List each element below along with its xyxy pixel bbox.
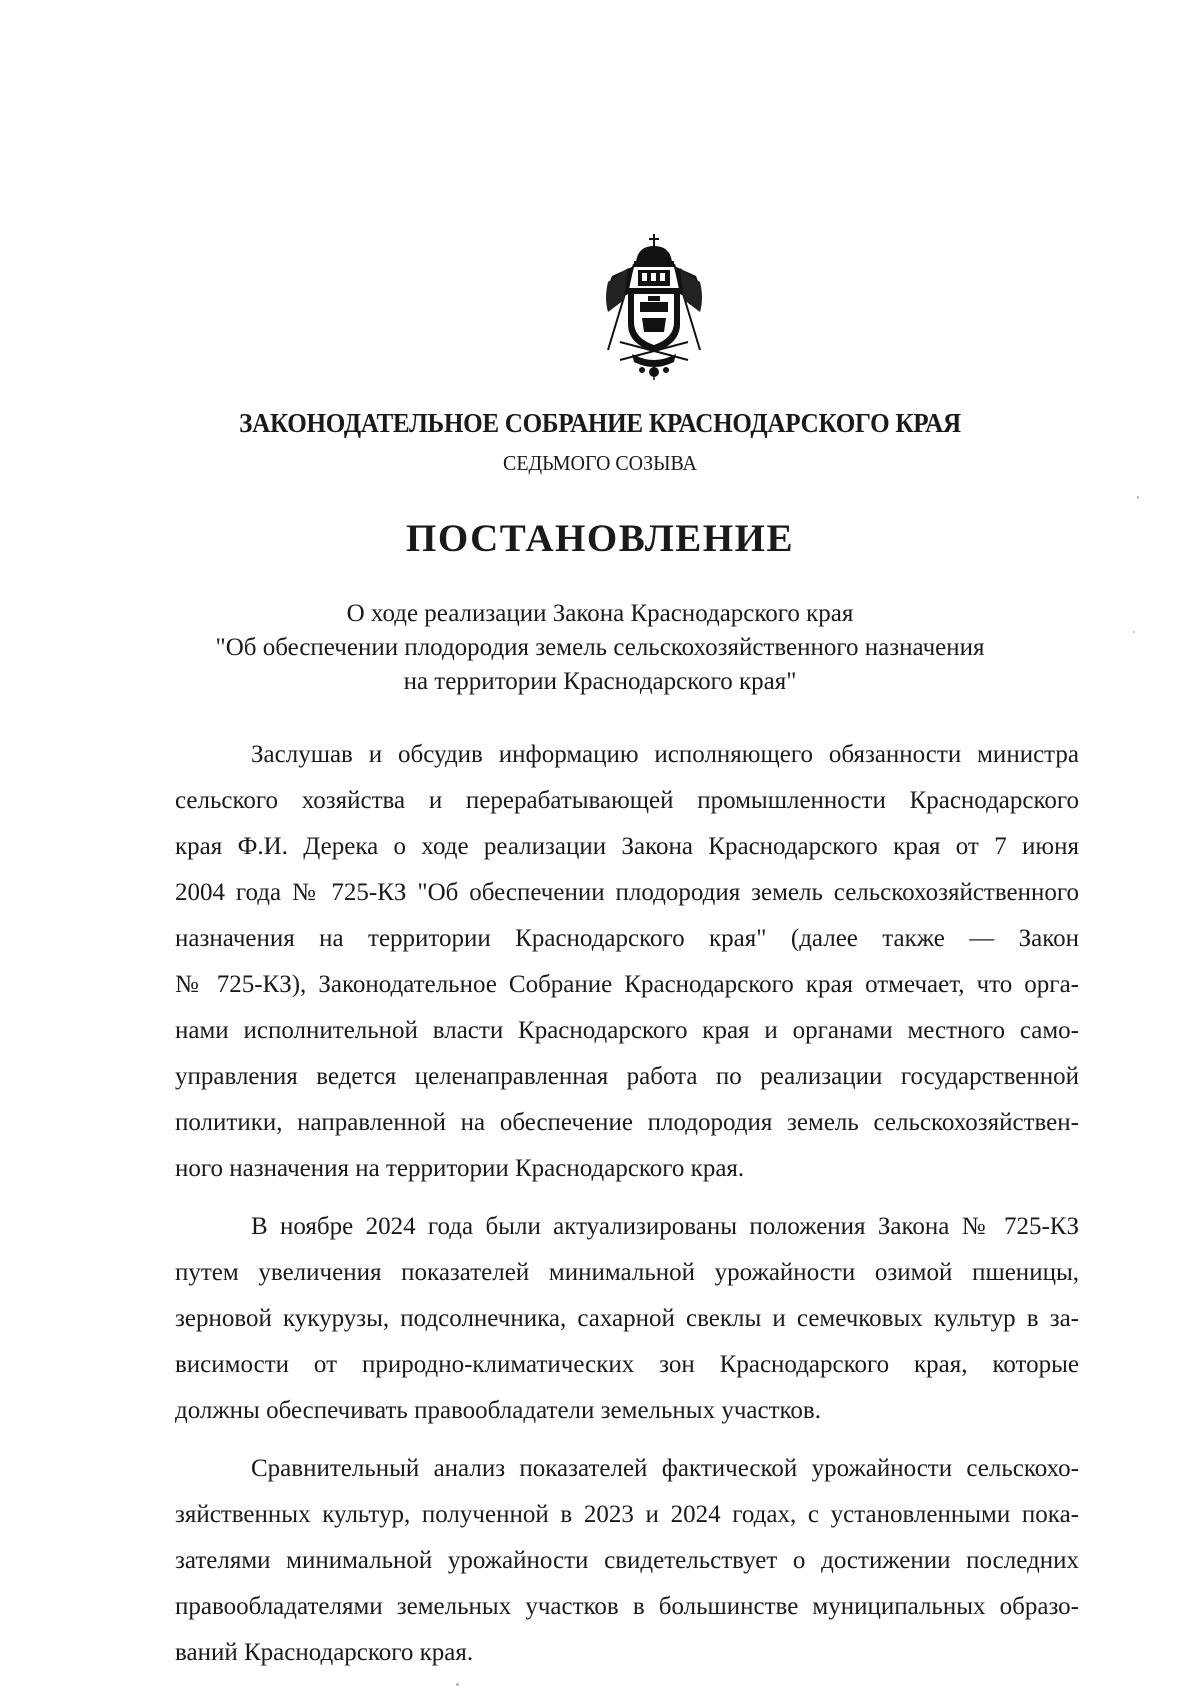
coat-of-arms-icon <box>598 232 710 382</box>
paragraph-line: назначения на территории Краснодарского края" (далее также — Закон <box>175 925 1079 952</box>
paragraph <box>175 1204 1079 1434</box>
paragraph-line: края Ф.И. Дерека о ходе реализации Закона Краснодарского края от 7 июня <box>175 833 1079 860</box>
document-type: ПОСТАНОВЛЕНИЕ <box>405 517 794 560</box>
paragraph-line: нами исполнительной власти Краснодарского края и органами местного само- <box>175 1017 1079 1044</box>
paragraph-line: зерновой кукурузы, подсолнечника, сахарной свеклы и семечковых культур в за- <box>175 1305 1079 1332</box>
coat-of-arms-emblem <box>598 232 710 382</box>
paragraph-line: ного назначения на территории Краснодарского края. <box>175 1155 745 1182</box>
scan-speck <box>1133 631 1135 633</box>
convocation: СЕДЬМОГО СОЗЫВА <box>503 451 697 475</box>
paragraph-line: зателями минимальной урожайности свидетельствует о достижении последних <box>175 1547 1079 1574</box>
paragraph-line: 2004 года № 725-КЗ "Об обеспечении плодородия земель сельскохозяйственного <box>175 879 1079 906</box>
title-line: О ходе реализации Закона Краснодарского края <box>346 600 854 627</box>
title-line: на территории Краснодарского края" <box>403 668 797 695</box>
document-title <box>150 597 1050 699</box>
paragraph <box>175 732 1079 1192</box>
paragraph-line: ваний Краснодарского края. <box>175 1639 474 1666</box>
paragraph-line: должны обеспечивать правообладатели земельных участков. <box>175 1397 821 1424</box>
scan-speck <box>456 1683 459 1686</box>
title-line: "Об обеспечении плодородия земель сельскохозяйственного назначения <box>215 634 985 661</box>
paragraph-line: В ноябре 2024 года были актуализированы положения Закона № 725-КЗ <box>251 1213 1079 1240</box>
paragraph-line: управления ведется целенаправленная работа по реализации государственной <box>175 1063 1079 1090</box>
paragraph-line: политики, направленной на обеспечение плодородия земель сельскохозяйствен- <box>175 1109 1079 1136</box>
paragraph-line: правообладателями земельных участков в большинстве муниципальных образо- <box>175 1593 1079 1620</box>
paragraph-line: висимости от природно-климатических зон Краснодарского края, которые <box>175 1351 1079 1378</box>
organization-name: ЗАКОНОДАТЕЛЬНОЕ СОБРАНИЕ КРАСНОДАРСКОГО КРАЯ <box>239 408 961 438</box>
paragraph-line: № 725-КЗ), Законодательное Собрание Краснодарского края отмечает, что орга- <box>175 971 1079 998</box>
document-body <box>175 732 1079 1688</box>
scan-speck <box>1137 496 1139 499</box>
paragraph-line: путем увеличения показателей минимальной урожайности озимой пшеницы, <box>175 1259 1079 1286</box>
paragraph-line: сельского хозяйства и перерабатывающей промышленности Краснодарского <box>175 787 1079 814</box>
paragraph-line: зяйственных культур, полученной в 2023 и 2024 годах, с установленными пока- <box>175 1501 1079 1528</box>
paragraph-line: Заслушав и обсудив информацию исполняющего обязанности министра <box>251 741 1079 768</box>
paragraph-line: Сравнительный анализ показателей фактической урожайности сельскохо- <box>251 1455 1079 1482</box>
paragraph <box>175 1446 1079 1676</box>
